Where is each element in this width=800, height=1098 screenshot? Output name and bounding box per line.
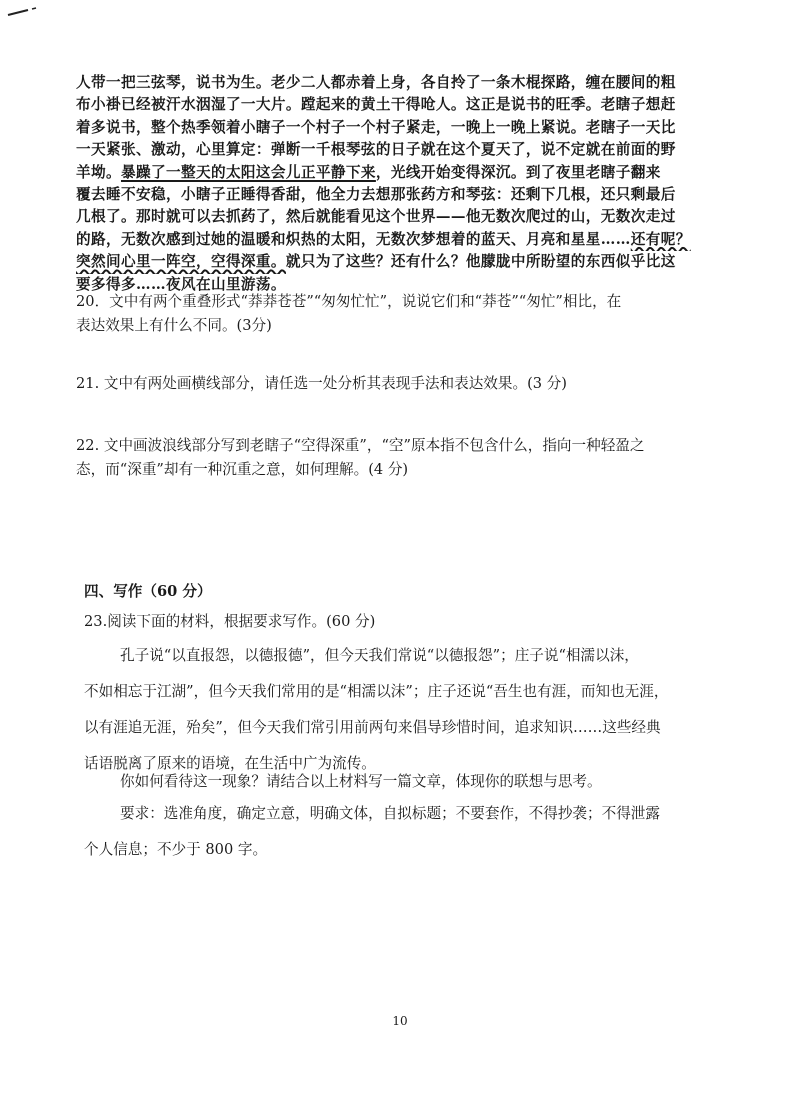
material-line: 不如相忘于江湖”，但今天我们常用的是“相濡以沫”；庄子还说“吾生也有涯，而知也无涯， [84,683,669,700]
writing-requirements [84,796,724,868]
material-line: 以有涯追无涯，殆矣”，但今天我们常引用前两句来倡导珍惜时间，追求知识……这些经典 [84,719,661,736]
question-line: 20．文中有两个重叠形式“莽莽苍苍”“匆匆忙忙”，说说它们和“莽苍”“匆忙”相比，在 [76,293,622,310]
requirement-line: 个人信息；不少于 800 字。 [84,841,268,858]
passage-fragment: 的路，无数次感到过她的温暖和炽热的太阳，无数次梦想着的蓝天、月亮和星星…… [76,230,631,248]
passage-line: 覆去睡不安稳，小瞎子正睡得香甜，他全力去想那张药方和琴弦：还剩下几根，还只剩最后 [76,185,676,203]
passage-line: 布小褂已经被汗水洇湿了一大片。蹚起来的黄土干得呛人。这正是说书的旺季。老瞎子想赶 [76,96,676,114]
passage-line [76,162,736,184]
writing-task-prompt: 23.阅读下面的材料，根据要求写作。(60 分) [84,613,376,630]
question-22 [76,434,736,482]
page-number: 10 [392,1014,408,1028]
question-line: 22. 文中画波浪线部分写到老瞎子“空得深重”，“空”原本指不包含什么，指向一种轻盈之 [76,437,645,454]
straight-underlined-sentence: 暴躁了一整天的太阳这会儿正平静下来 [120,163,376,181]
question-line: 态，而“深重”却有一种沉重之意，如何理解。(4 分) [76,461,409,478]
material-line: 话语脱离了原来的语境，在生活中广为流传。 [84,755,376,772]
wavy-underlined-text: 还有呢？ [630,230,691,248]
passage-line: 一天紧张、激动，心里算定：弹断一千根琴弦的日子就在这个夏天了，说不定就在前面的野 [76,141,676,159]
writing-instruction [84,764,724,800]
reading-passage [76,72,736,296]
passage-line [76,229,736,251]
instruction-line: 你如何看待这一现象？请结合以上材料写一篇文章，体现你的联想与思考。 [120,773,602,790]
wavy-underlined-text: 突然间心里一阵空，空得深重。 [76,253,286,271]
question-line: 21. 文中有两处画横线部分，请任选一处分析其表现手法和表达效果。(3 分) [76,375,567,392]
question-line: 表达效果上有什么不同。(3分) [76,317,272,334]
scan-mark [6,6,40,18]
passage-fragment: 就只为了这些？还有什么？他朦胧中所盼望的东西似乎比这 [285,253,676,271]
requirement-line: 要求：选准角度，确定立意，明确文体，自拟标题；不要套作，不得抄袭；不得泄露 [120,805,660,822]
passage-fragment: ，光线开始变得深沉。到了夜里老瞎子翻来 [375,163,661,181]
writing-material [84,638,724,782]
passage-fragment: 羊坳。 [76,163,121,181]
question-20 [76,290,736,338]
section-title: 四、写作（60 分） [84,583,212,600]
question-21 [76,372,736,396]
passage-line: 着多说书，整个热季领着小瞎子一个村子一个村子紧走，一晚上一晚上紧说。老瞎子一天比 [76,118,676,136]
passage-line [76,251,736,273]
material-line: 孔子说“以直报怨，以德报德”，但今天我们常说“以德报怨”；庄子说“相濡以沫， [120,647,639,664]
passage-line: 几根了。那时就可以去抓药了，然后就能看见这个世界——他无数次爬过的山，无数次走过 [76,208,676,226]
passage-line: 要多得多……夜风在山里游荡。 [76,275,286,293]
passage-line: 人带一把三弦琴，说书为生。老少二人都赤着上身，各自拎了一条木棍探路，缠在腰间的粗 [76,74,676,91]
